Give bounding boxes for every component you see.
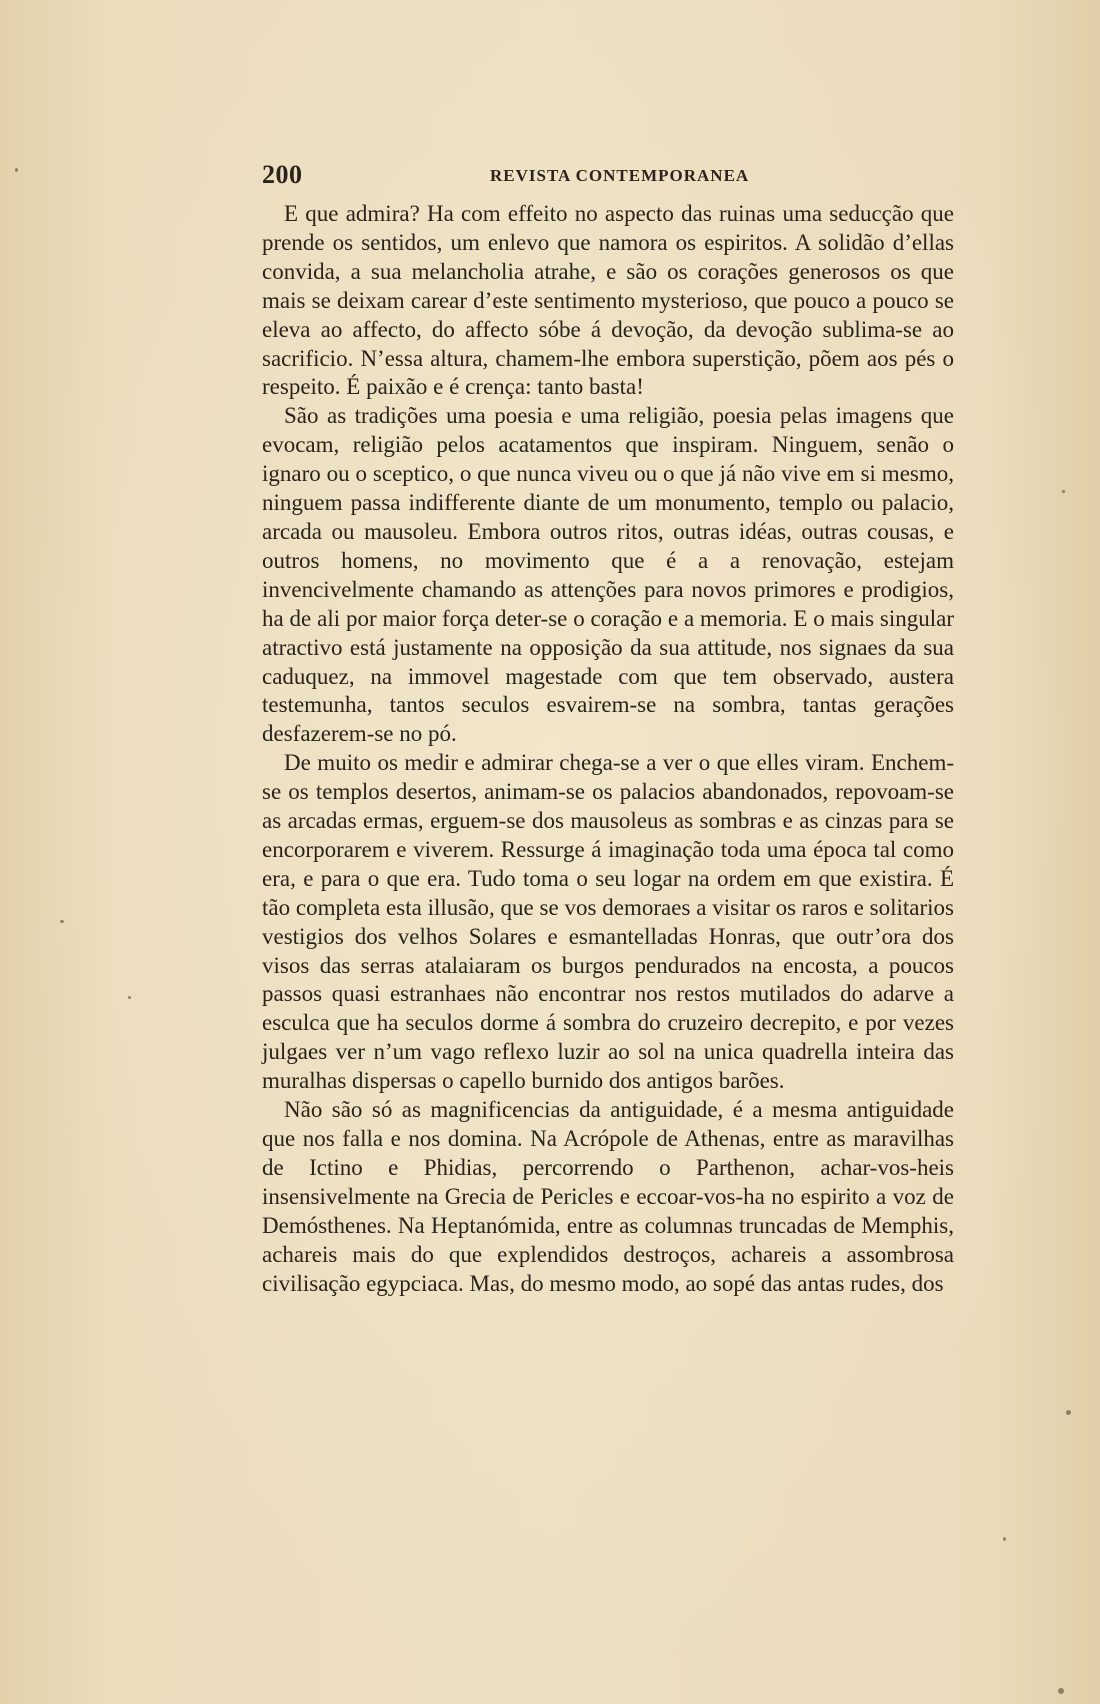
page-header: [262, 160, 954, 196]
body-text: [262, 200, 954, 1298]
paper-speck: [1062, 490, 1065, 493]
paragraph: São as tradições uma poesia e uma religião, poesia pelas imagens que evocam, religião pelos acatamentos que inspiram. Ninguem, senão o ignaro ou o sceptico, o que nunca viveu ou o que já não vive em si mesmo, ninguem passa indifferente diante de um monumento, templo ou palacio, arcada ou mausoleu. Embora outros ritos, outras idéas, outras cousas, e outros homens, no movimento que é a a renovação, estejam invencivelmente chamando as attenções para novos primores e prodigios, ha de ali por maior força deter-se o coração e a memoria. E o mais singular atractivo está justamente na opposição da sua attitude, nos signaes da sua caduquez, na immovel magestade com que tem observado, austera testemunha, tantos seculos esvairem-se na sombra, tantas gerações desfazerem-se no pó.: [262, 403, 954, 747]
paper-speck: [1003, 1537, 1006, 1541]
paper-speck: [15, 168, 18, 172]
paper-speck: [128, 996, 131, 999]
page-number: 200: [262, 160, 303, 189]
running-title: REVISTA CONTEMPORANEA: [490, 166, 750, 185]
paragraph: E que admira? Ha com effeito no aspecto das ruinas uma seducção que prende os sentidos, um enlevo que namora os espiritos. A solidão d’ellas convida, a sua melancholia atrahe, e são os corações generosos os que mais se deixam carear d’este sentimento mysterioso, que pouco a pouco se eleva ao affecto, do affecto sóbe á devoção, da devoção sublima-se ao sacrificio. N’essa altura, chamem-lhe embora superstição, põem aos pés o respeito. É paixão e é crença: tanto basta!: [262, 201, 954, 400]
paragraph: Não são só as magnificencias da antiguidade, é a mesma antiguidade que nos falla e nos domina. Na Acrópole de Athenas, entre as maravilhas de Ictino e Phidias, percorrendo o Parthenon, achar-vos-heis insensivelmente na Grecia de Pericles e eccoar-vos-ha no espirito a voz de Demósthenes. Na Heptanómida, entre as columnas truncadas de Memphis, achareis mais do que explendidos destroços, achareis a assombrosa civilisação egypciaca. Mas, do mesmo modo, ao sopé das antas rudes, dos: [262, 1097, 954, 1296]
paragraph: De muito os medir e admirar chega-se a ver o que elles viram. Enchem-se os templos desertos, animam-se os palacios abandonados, repovoam-se as arcadas ermas, erguem-se dos mausoleus as sombras e as cinzas para se encorporarem e viverem. Ressurge á imaginação toda uma época tal como era, e para o que era. Tudo toma o seu logar na ordem em que existira. É tão completa esta illusão, que se vos demoraes a visitar os raros e solitarios vestigios dos velhos Solares e esmantelladas Honras, que outr’ora dos visos das serras atalaiaram os burgos pendurados na encosta, a poucos passos quasi estranhaes não encontrar nos restos mutilados do adarve a esculca que ha seculos dorme á sombra do cruzeiro decrepito, e por vezes julgaes ver n’um vago reflexo luzir ao sol na unica quadrella inteira das muralhas dispersas o capello burnido dos antigos barões.: [262, 750, 954, 1094]
paper-speck: [1066, 1410, 1071, 1415]
paper-speck: [1058, 1688, 1064, 1694]
paper-speck: [60, 920, 64, 923]
